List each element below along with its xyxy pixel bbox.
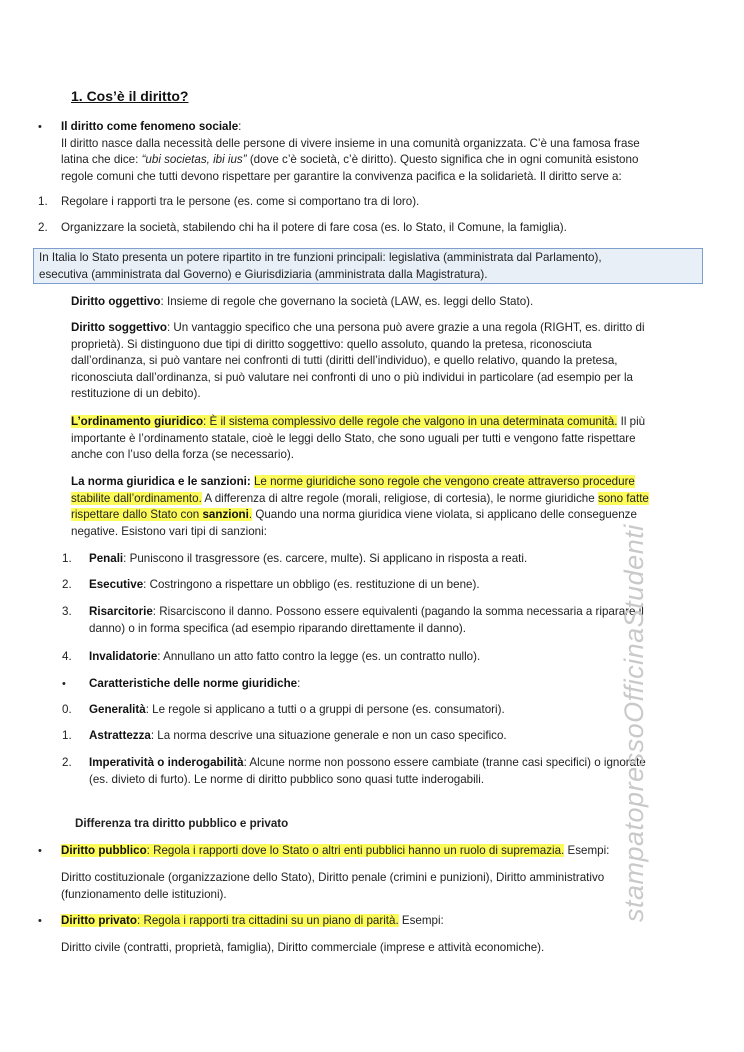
- list-item: Penali: Puniscono il trasgressore (es. carcere, multe). Si applicano in risposta a reati.: [89, 552, 528, 565]
- definition-soggettivo: Diritto soggettivo: Un vantaggio specifico che una persona può avere grazie a una regola (RIGHT, es. diritto di proprietà). Si distinguono due tipi di diritto soggettivo: quello assoluto, quando la pretesa, riconosciuta dall’ordinanza, si può vantare nei confronti di tutti (diritti dell’individuo), e quello relativo, quando la pretesa, riconosciuta dall’ordinanza, si può valutare nei confronti di uno o più individui in particolare (ad esempio per la restituzione di un debito).: [71, 321, 645, 400]
- section-subtitle: Differenza tra diritto pubblico e privato: [75, 817, 289, 830]
- intro-line: latina che dice: “ubi societas, ibi ius” (dove c’è società, c’è diritto). Questo significa che in ogni comunità esistono: [61, 153, 639, 166]
- list-item: Caratteristiche delle norme giuridiche:: [89, 677, 301, 690]
- list-number: 2.: [62, 578, 72, 591]
- list-number: 1.: [62, 729, 72, 742]
- list-item: Organizzare la società, stabilendo chi ha il potere di fare cosa (es. lo Stato, il Comune, la famiglia).: [61, 221, 567, 234]
- examples-privato: Diritto civile (contratti, proprietà, famiglia), Diritto commerciale (imprese e attività economiche).: [61, 941, 545, 954]
- info-box: In Italia lo Stato presenta un potere ripartito in tre funzioni principali: legislativa (amministrata dal Parlamento), esecutiva (amministrata dal Governo) e Giurisdiziaria (amministrata dalla Magistratura).: [33, 248, 703, 284]
- bullet-icon: •: [38, 845, 42, 857]
- list-number: 2.: [62, 756, 72, 769]
- definition-norma: La norma giuridica e le sanzioni: Le norme giuridiche sono regole che vengono create attraverso procedure stabilite dall’ordinamento. A differenza di altre regole (morali, religiose, di cortesia), le norme giuridiche sono fatte rispettare dallo Stato con sanzioni. Quando una norma giuridica viene violata, si applicano delle conseguenze negative. Esistono vari tipi di sanzioni:: [71, 475, 649, 538]
- intro-heading: Il diritto come fenomeno sociale: [61, 120, 239, 133]
- latin-quote: “ubi societas, ibi ius”: [141, 153, 247, 166]
- list-number: 3.: [62, 605, 72, 618]
- watermark: stampatopressoOfficinaStudenti: [619, 524, 649, 922]
- bullet-icon: •: [38, 121, 42, 133]
- definition-ordinamento: L’ordinamento giuridico: È il sistema complessivo delle regole che valgono in una determinata comunità. Il più importante è l’ordinamento statale, cioè le leggi dello Stato, che sono uguali per tutti e vengono fatte rispettare anche con l’uso della forza (se necessario).: [71, 415, 646, 461]
- intro-line: Il diritto nasce dalla necessità delle persone di vivere insieme in una comunità organizzata. C’è una famosa frase: [61, 136, 640, 150]
- page-title: 1. Cos’è il diritto?: [71, 88, 189, 104]
- bullet-icon: •: [62, 678, 66, 690]
- examples-pubblico: Diritto costituzionale (organizzazione dello Stato), Diritto penale (crimini e punizioni), Diritto amministrativo (funzionamento delle istituzioni).: [61, 871, 605, 901]
- intro-heading-line: Il diritto come fenomeno sociale:: [61, 120, 242, 133]
- list-item: Risarcitorie: Risarciscono il danno. Possono essere equivalenti (pagando la somma necessaria a riparare il danno) o in forma specifica (ad esempio riparando direttamente il danno).: [89, 605, 644, 635]
- list-number: 0.: [62, 703, 72, 716]
- list-item: Regolare i rapporti tra le persone (es. come si comportano tra di loro).: [61, 195, 420, 208]
- definition-privato: Diritto privato: Regola i rapporti tra cittadini su un piano di parità. Esempi:: [61, 914, 444, 927]
- intro-section: [61, 119, 701, 185]
- intro-line: regole comuni che tutti devono rispettare per garantire la convivenza pacifica e la solidarietà. Il diritto serve a:: [61, 169, 622, 183]
- list-number: 1.: [38, 195, 48, 208]
- list-item: Imperatività o inderogabilità: Alcune norme non possono essere cambiate (tranne casi specifici) o ignorate (es. divieto di furto). Le norme di diritto pubblico sono quasi tutte inderogabili.: [89, 756, 646, 786]
- definition-oggettivo: Diritto oggettivo: Insieme di regole che governano la società (LAW, es. leggi dello Stato).: [71, 295, 534, 308]
- list-number: 1.: [62, 552, 72, 565]
- list-item: Invalidatorie: Annullano un atto fatto contro la legge (es. un contratto nullo).: [89, 650, 481, 663]
- list-number: 4.: [62, 650, 72, 663]
- list-item: Generalità: Le regole si applicano a tutti o a gruppi di persone (es. consumatori).: [89, 703, 505, 716]
- bullet-icon: •: [38, 915, 42, 927]
- list-number: 2.: [38, 221, 48, 234]
- list-item: Astrattezza: La norma descrive una situazione generale e non un caso specifico.: [89, 729, 507, 742]
- list-item: Esecutive: Costringono a rispettare un obbligo (es. restituzione di un bene).: [89, 578, 480, 591]
- definition-pubblico: Diritto pubblico: Regola i rapporti dove lo Stato o altri enti pubblici hanno un ruolo di supremazia. Esempi:: [61, 844, 610, 857]
